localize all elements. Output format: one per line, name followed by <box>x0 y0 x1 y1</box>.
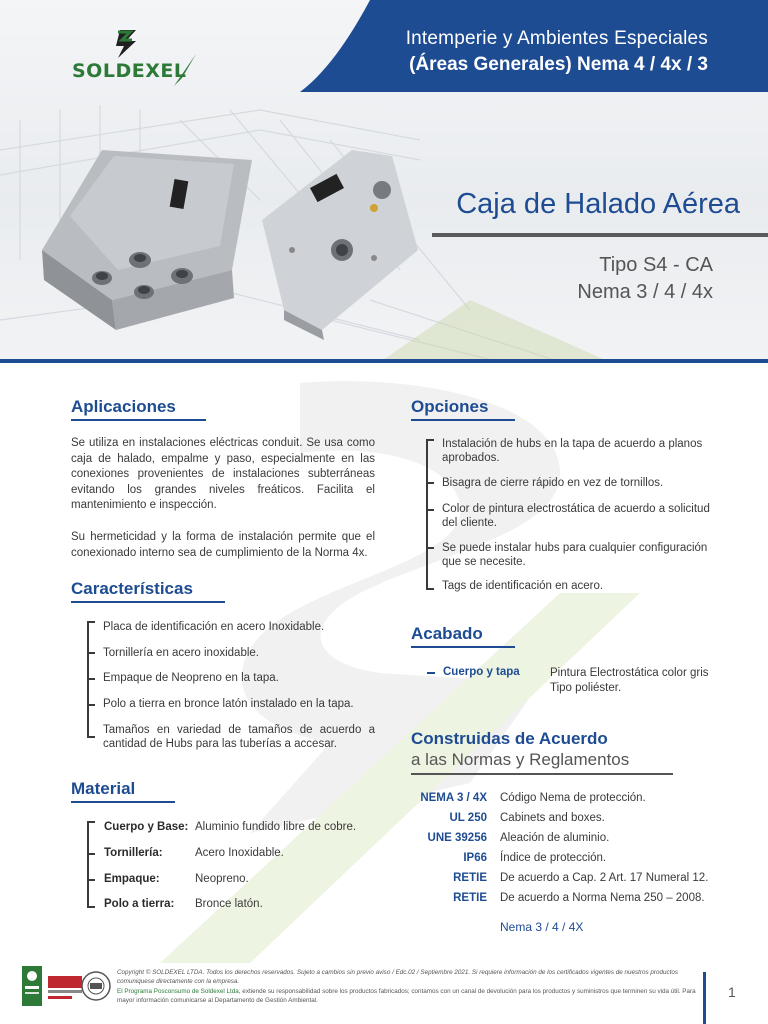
norma-key: NEMA 3 / 4X <box>420 792 487 804</box>
list-tick <box>87 652 95 654</box>
norma-key: RETIE <box>453 892 487 904</box>
material-value: Aluminio fundido libre de cobre. <box>195 821 357 833</box>
list-tick <box>426 547 434 549</box>
list-tick <box>87 678 95 680</box>
footer-program-text: , extiende su responsabilidad sobre los productos fabricados; contamos con un canal de devolución para los productos y suministros que terminen su vida útil. Para mayor información comunicarse al Departamento de Gestión Ambiental. <box>117 988 696 1004</box>
caracteristicas-list <box>87 618 377 750</box>
list-bracket-cap <box>426 439 434 441</box>
soldexel-logo <box>72 28 202 90</box>
list-bracket-cap <box>87 906 95 908</box>
certification-logos <box>22 966 112 1008</box>
footer-program <box>117 987 697 1005</box>
product-type: Tipo S4 - CA <box>599 254 713 276</box>
normas-heading-line2: a las Normas y Reglamentos <box>411 750 630 769</box>
list-item: Instalación de hubs en la tapa de acuerdo a planos aprobados. <box>442 438 703 464</box>
acabado-value-line1: Pintura Electrostática color gris <box>550 667 709 679</box>
aplicaciones-heading: Aplicaciones <box>71 397 176 416</box>
junction-box-product-image <box>22 130 422 340</box>
list-tick <box>87 704 95 706</box>
list-item: Color de pintura electrostática de acuerdo a solicitud del cliente. <box>442 503 710 529</box>
acabado-underline <box>411 646 515 648</box>
material-key: Tornillería: <box>104 847 163 859</box>
list-item: Tags de identificación en acero. <box>442 580 604 592</box>
material-key: Cuerpo y Base: <box>104 821 189 833</box>
material-heading: Material <box>71 779 136 798</box>
norma-value: Índice de protección. <box>500 852 607 864</box>
material-value: Bronce latón. <box>195 898 263 910</box>
acabado-heading: Acabado <box>411 624 483 643</box>
acabado-value-line2: Tipo poliéster. <box>550 682 622 694</box>
product-title: Caja de Halado Aérea <box>456 188 740 220</box>
norma-key: UL 250 <box>449 812 487 824</box>
opciones-underline <box>411 419 515 421</box>
list-bracket-cap <box>87 736 95 738</box>
opciones-list <box>426 436 726 596</box>
title-underline <box>432 233 768 237</box>
list-bracket <box>426 440 428 590</box>
norma-value: De acuerdo a Cap. 2 Art. 17 Numeral 12. <box>500 872 709 884</box>
list-tick <box>87 879 95 881</box>
page-number: 1 <box>728 984 736 1000</box>
list-item: Bisagra de cierre rápido en vez de tornillos. <box>442 477 664 489</box>
product-nema: Nema 3 / 4 / 4x <box>577 281 713 303</box>
list-item: Placa de identificación en acero Inoxidable. <box>103 621 325 633</box>
footer-text <box>117 968 697 1005</box>
footer-copyright: Copyright © SOLDEXEL LTDA. Todos los derechos reservados. Sujeto a cambios sin previo aviso / Edc.02 / Septiembre 2021. Si requiere información de los certificados vigentes de nuestros productos comuniquese directamente con la empresa. <box>117 969 679 985</box>
norma-value: Aleación de aluminio. <box>500 832 610 844</box>
logo-wordmark: SOLDEXEL <box>72 60 187 82</box>
list-bracket-cap <box>87 621 95 623</box>
aplicaciones-paragraph-1: Se utiliza en instalaciones eléctricas conduit. Se usa como caja de halado, empalme y paso, especialmente en las conexiones provenientes de instalaciones subterráneas evitando los grandes niveles freáticos. Facilita el mantenimiento e inspección. <box>71 437 375 511</box>
norma-value: Cabinets and boxes. <box>500 812 605 824</box>
list-item: Polo a tierra en bronce latón instalado en la tapa. <box>103 698 354 710</box>
header-title-line2: (Áreas Generales) Nema 4 / 4x / 3 <box>409 54 708 75</box>
norma-key: RETIE <box>453 872 487 884</box>
material-value: Acero Inoxidable. <box>195 847 284 859</box>
list-bracket-cap <box>426 588 434 590</box>
opciones-heading: Opciones <box>411 397 489 416</box>
list-bracket-cap <box>87 821 95 823</box>
list-bracket <box>87 622 89 738</box>
acabado-value <box>550 666 709 696</box>
normas-footer: Nema 3 / 4 / 4X <box>500 920 584 934</box>
acabado-key: Cuerpo y tapa <box>443 666 520 678</box>
material-underline <box>71 801 175 803</box>
material-value: Neopreno. <box>195 873 249 885</box>
list-tick <box>426 482 434 484</box>
material-key: Polo a tierra: <box>104 898 175 910</box>
material-key: Empaque: <box>104 873 160 885</box>
caracteristicas-heading: Características <box>71 579 193 598</box>
list-tick <box>87 853 95 855</box>
norma-key: IP66 <box>463 852 487 864</box>
normas-underline <box>411 773 673 775</box>
header-title-line1: Intemperie y Ambientes Especiales <box>405 28 708 49</box>
aplicaciones-underline <box>71 419 206 421</box>
list-item: Empaque de Neopreno en la tapa. <box>103 672 279 684</box>
caracteristicas-underline <box>71 601 225 603</box>
footer-program-name: El Programa Posconsumo de Soldexel Ltda <box>117 988 239 995</box>
list-tick <box>426 509 434 511</box>
normas-heading-line1: Construidas de Acuerdo <box>411 729 608 748</box>
acabado-dash <box>427 672 435 674</box>
norma-value: De acuerdo a Norma Nema 250 – 2008. <box>500 892 705 904</box>
aplicaciones-paragraph-2: Su hermeticidad y la forma de instalación permite que el conexionado interno sea de cumplimiento de la Norma 4x. <box>71 531 375 559</box>
norma-value: Código Nema de protección. <box>500 792 646 804</box>
norma-key: UNE 39256 <box>427 832 487 844</box>
list-item: Tamaños en variedad de tamaños de acuerdo a cantidad de Hubs para las tuberías a accesar. <box>103 724 375 750</box>
header-title <box>406 28 708 76</box>
hero-banner <box>0 0 768 362</box>
list-item: Se puede instalar hubs para cualquier configuración que se necesite. <box>442 542 708 568</box>
footer-divider <box>703 972 706 1024</box>
list-bracket <box>87 822 89 908</box>
list-item: Tornillería en acero inoxidable. <box>103 647 259 659</box>
product-subtitle <box>577 252 713 306</box>
